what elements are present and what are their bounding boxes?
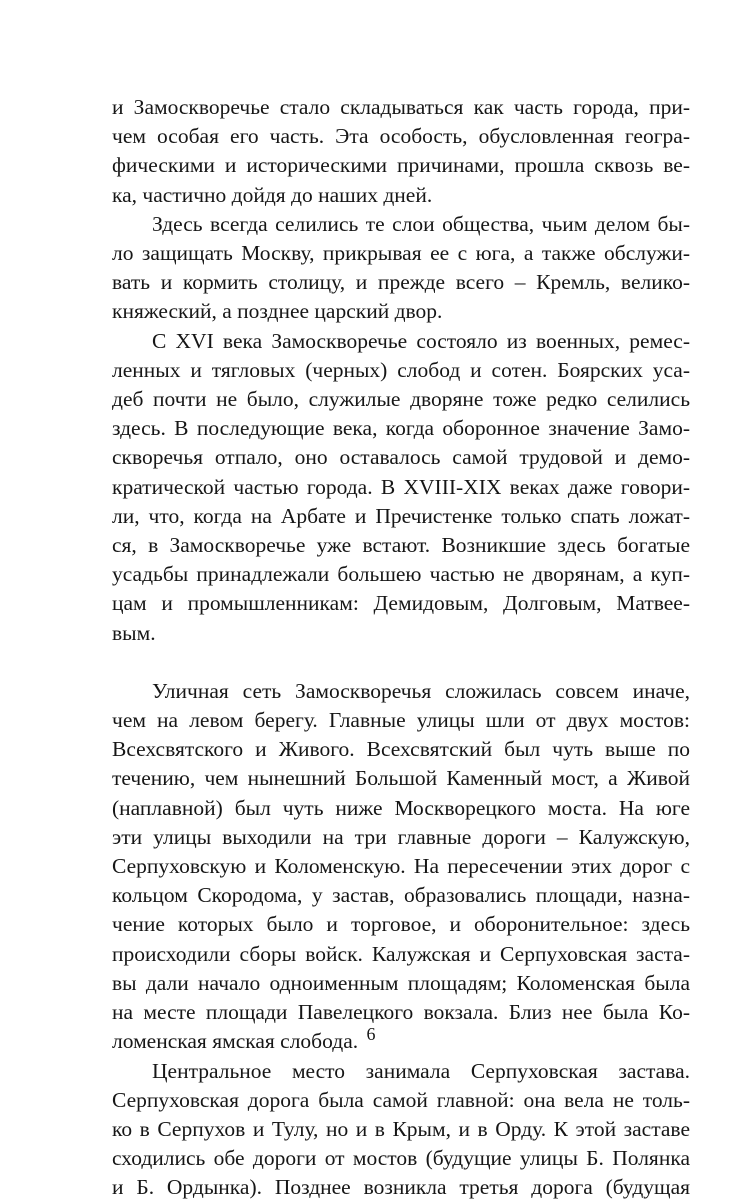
text-line: ка, частично дойдя до наших дней. [112, 182, 433, 207]
text-line: Здесь всегда селились те слои общества, чьим делом бы- [152, 211, 690, 236]
text-line: Серпуховская дорога была самой главной: она вела не толь- [112, 1087, 690, 1112]
text-line: С XVI века Замоскворечье состояло из военных, ремес- [152, 328, 690, 353]
text-line: кольцом Скородома, у застав, образовались площади, назна- [112, 883, 690, 908]
text-line: Всехсвятского и Живого. Всехсвятский был чуть выше по [112, 737, 690, 762]
text-line: происходили сборы войск. Калужская и Серпуховская заста- [112, 941, 690, 966]
text-line: сходились обе дороги от мостов (будущие улицы Б. Полянка [112, 1146, 690, 1171]
text-line: усадьбы принадлежали большею частью не дворянам, а куп- [112, 562, 690, 587]
text-line: течению, чем нынешний Большой Каменный мост, а Живой [112, 766, 690, 791]
text-line: кратической частью города. В XVIII-XIX веках даже говори- [112, 474, 690, 499]
text-line: княжеский, а позднее царский двор. [112, 299, 443, 324]
text-line: и Замоскворечье стало складываться как часть города, при- [112, 95, 690, 119]
text-line: чем особая его часть. Эта особость, обусловленная геогра- [112, 124, 690, 149]
text-line: здесь. В последующие века, когда оборонное значение Замо- [112, 416, 690, 441]
text-line: чем на левом берегу. Главные улицы шли от двух мостов: [112, 708, 690, 733]
text-line: ся, в Замоскворечье уже встают. Возникшие здесь богатые [112, 533, 690, 558]
text-line: (наплавной) был чуть ниже Москворецкого моста. На юге [112, 795, 690, 820]
text-line: деб почти не было, служилые дворяне тоже редко селились [112, 387, 690, 412]
text-line: фическими и историческими причинами, прошла сквозь ве- [112, 153, 690, 178]
text-line: эти улицы выходили на три главные дороги – Калужскую, [112, 824, 690, 849]
page-number: 6 [366, 1024, 376, 1044]
text-line: Серпуховскую и Коломенскую. На пересечении этих дорог с [112, 854, 690, 879]
text-line: скворечья отпало, оно оставалось самой трудовой и демо- [112, 445, 690, 470]
text-line: ломенская ямская слобода. [112, 1029, 359, 1054]
section-gap [112, 648, 690, 677]
text-line: ли, что, когда на Арбате и Пречистенке только спать ложат- [112, 503, 690, 528]
text-line: вы дали начало одноименным площадям; Коломенская была [112, 970, 690, 995]
text-line: Уличная сеть Замоскворечья сложилась совсем иначе, [152, 678, 690, 703]
text-line: вым. [112, 620, 156, 645]
text-line: и Б. Ордынка). Позднее возникла третья дорога (будущая [112, 1175, 690, 1200]
text-line: Центральное место занимала Серпуховская застава. [152, 1058, 690, 1083]
text-line: вать и кормить столицу, и прежде всего – Кремль, велико- [112, 270, 690, 295]
text-line: цам и промышленникам: Демидовым, Долговым, Матвее- [112, 591, 690, 616]
text-line: ло защищать Москву, прикрывая ее с юга, а также обслужи- [112, 241, 690, 266]
text-line: чение которых было и торговое, и оборонительное: здесь [112, 912, 690, 937]
text-line: на месте площади Павелецкого вокзала. Близ нее была Ко- [112, 1000, 690, 1025]
text-line: ленных и тягловых (черных) слобод и сотен. Боярских уса- [112, 357, 690, 382]
text-line: ко в Серпухов и Тулу, но и в Крым, и в Орду. К этой заставе [112, 1116, 690, 1141]
